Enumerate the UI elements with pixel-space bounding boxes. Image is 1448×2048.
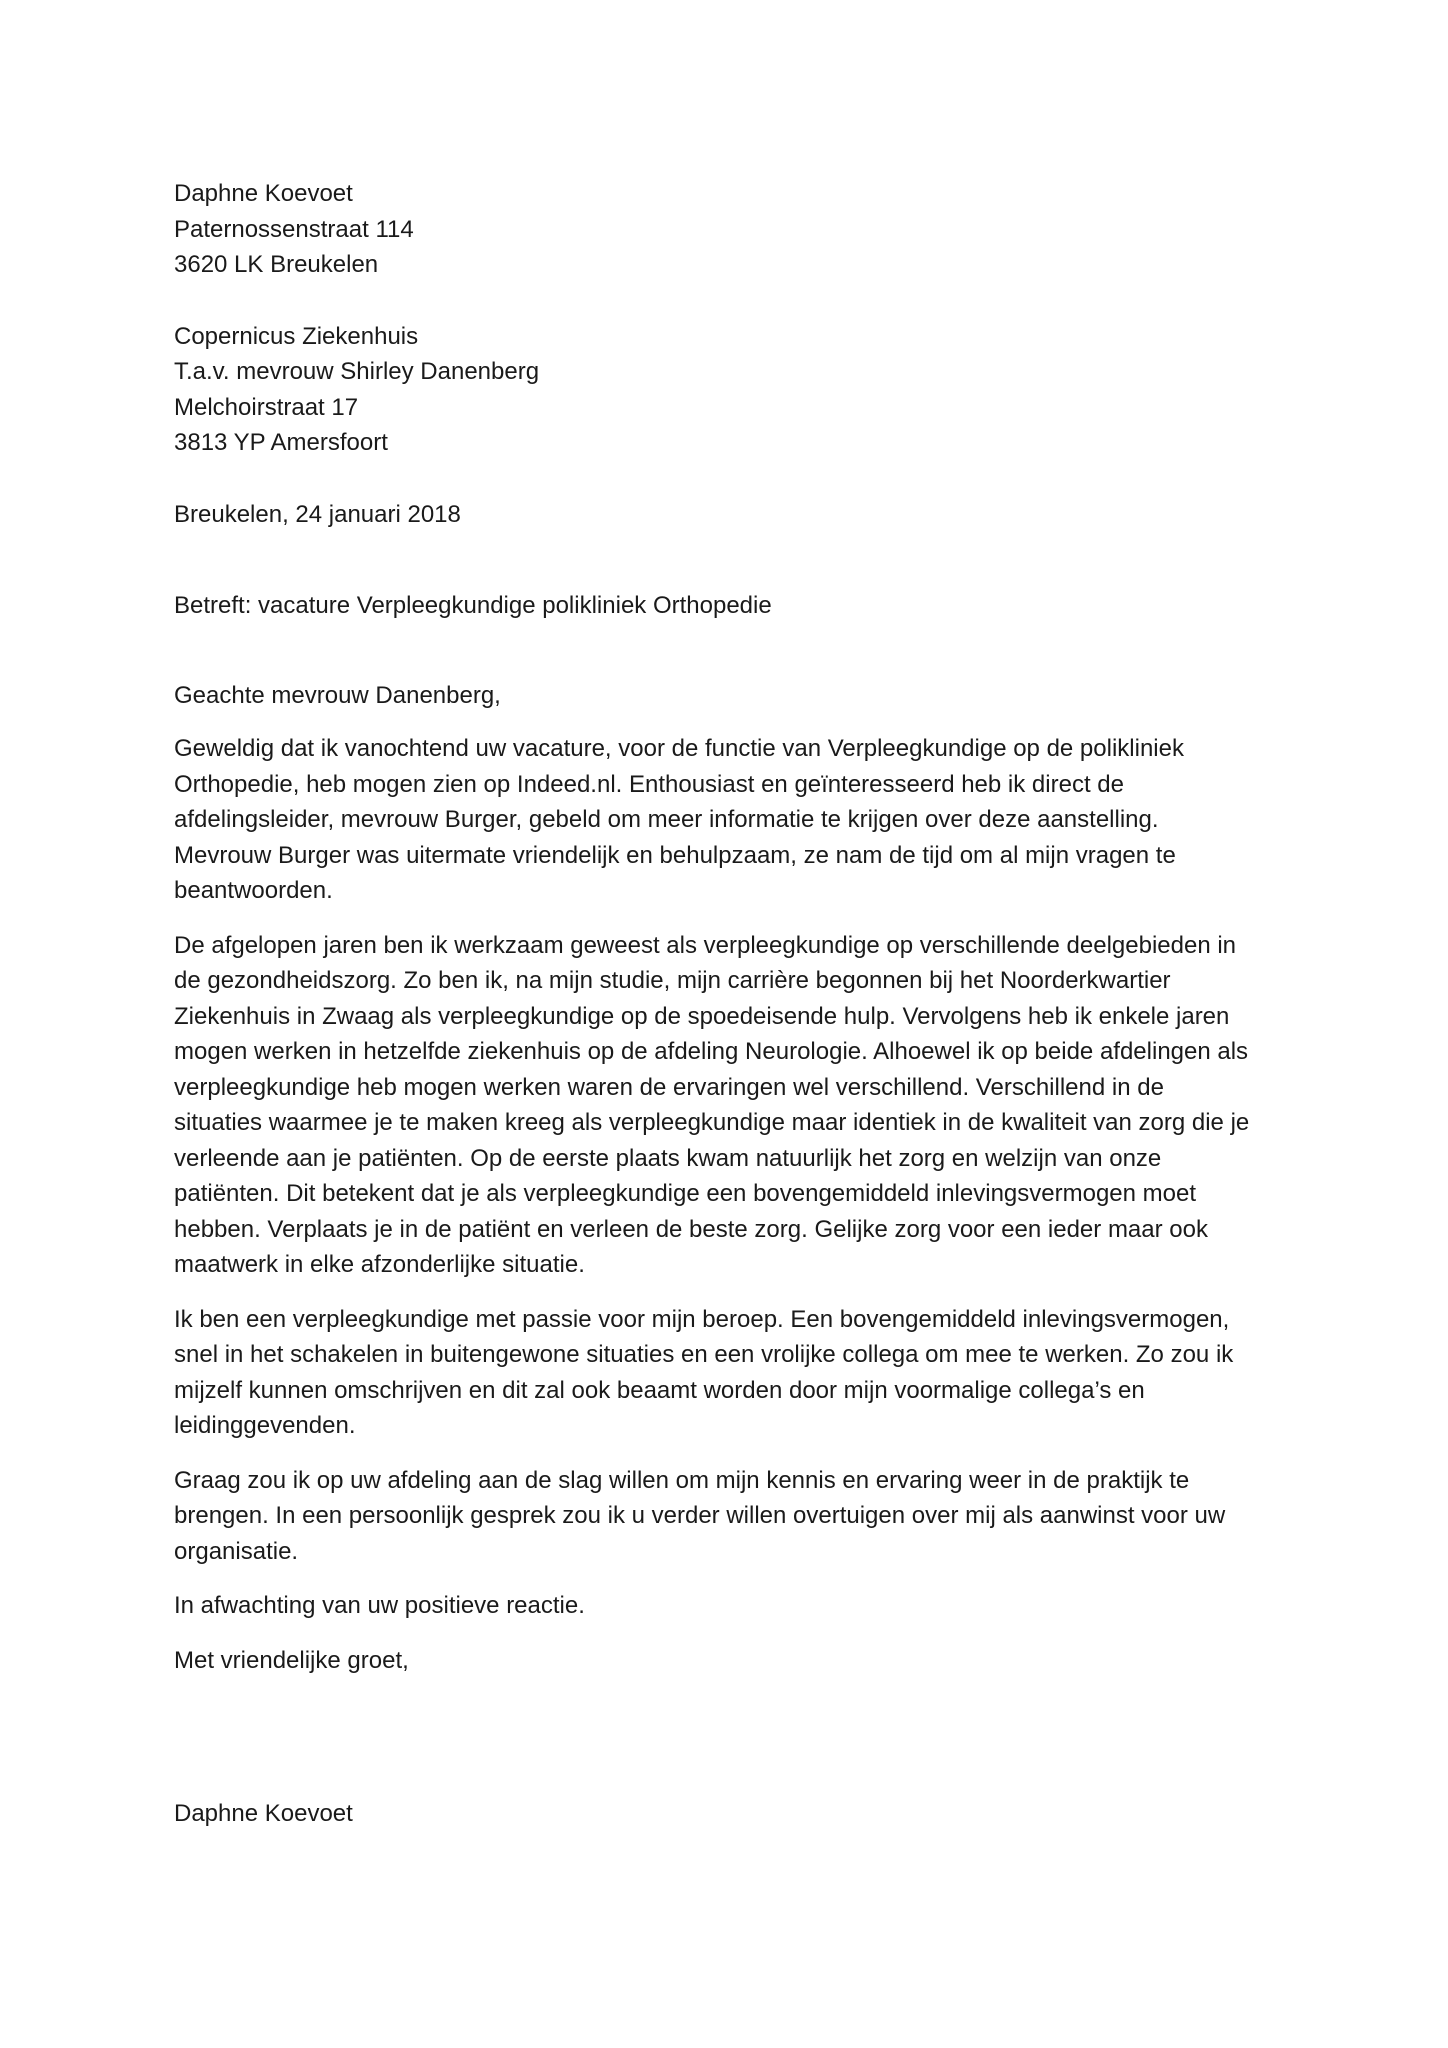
salutation-text: Geachte mevrouw Danenberg, — [174, 681, 501, 709]
signature-name: Daphne Koevoet — [174, 1800, 353, 1827]
date-line — [174, 497, 1294, 533]
paragraph-line: Ziekenhuis in Zwaag als verpleegkundige op de spoedeisende hulp. Vervolgens heb ik enkele jaren — [174, 1002, 1230, 1030]
paragraph-line: leidinggevenden. — [174, 1412, 356, 1439]
sender-street: Paternossenstraat 114 — [174, 215, 414, 243]
paragraph-line: beantwoorden. — [174, 877, 333, 904]
letter-page — [174, 176, 1294, 1832]
closing-text: Met vriendelijke groet, — [174, 1646, 409, 1674]
paragraph-line: maatwerk in elke afzonderlijke situatie. — [174, 1251, 585, 1278]
paragraph-line: patiënten. Dit betekent dat je als verpleegkundige een bovengemiddeld inlevingsvermogen moet — [174, 1180, 1197, 1207]
recipient-city: 3813 YP Amersfoort — [174, 429, 388, 456]
body-paragraph — [174, 1302, 1294, 1444]
body-paragraph — [174, 1588, 1294, 1624]
recipient-attention: T.a.v. mevrouw Shirley Danenberg — [174, 358, 540, 385]
paragraph-line: Mevrouw Burger was uitermate vriendelijk en behulpzaam, ze nam de tijd om al mijn vragen te — [174, 841, 1176, 869]
sender-city: 3620 LK Breukelen — [174, 251, 379, 278]
paragraph-line: organisatie. — [174, 1537, 299, 1565]
subject-line — [174, 588, 1294, 624]
paragraph-line: Orthopedie, heb mogen zien op Indeed.nl. Enthousiast en geïnteresseerd heb ik direct de — [174, 770, 1124, 798]
body-paragraph — [174, 1463, 1294, 1570]
signature — [174, 1796, 1294, 1832]
body-paragraph — [174, 928, 1294, 1283]
paragraph-line: de gezondheidszorg. Zo ben ik, na mijn studie, mijn carrière begonnen bij het Noorderkwartier — [174, 967, 1171, 994]
sender-name: Daphne Koevoet — [174, 180, 353, 207]
recipient-address — [174, 319, 1294, 461]
paragraph-line: situaties waarmee je te maken kreeg als verpleegkundige maar identiek in de kwaliteit van zorg die je — [174, 1109, 1250, 1136]
paragraph-line: mogen werken in hetzelfde ziekenhuis op de afdeling Neurologie. Alhoewel ik op beide afdelingen als — [174, 1038, 1249, 1065]
paragraph-line: brengen. In een persoonlijk gesprek zou ik u verder willen overtuigen over mij als aanwinst voor uw — [174, 1502, 1226, 1529]
paragraph-line: verpleegkundige heb mogen werken waren de ervaringen wel verschillend. Verschillend in de — [174, 1073, 1164, 1101]
paragraph-line: De afgelopen jaren ben ik werkzaam geweest als verpleegkundige op verschillende deelgebieden in — [174, 931, 1237, 959]
paragraph-line: hebben. Verplaats je in de patiënt en verleen de beste zorg. Gelijke zorg voor een ieder maar ook — [174, 1215, 1208, 1243]
paragraph-line: verleende aan je patiënten. Op de eerste plaats kwam natuurlijk het zorg en welzijn van onze — [174, 1144, 1162, 1172]
paragraph-line: Ik ben een verpleegkundige met passie voor mijn beroep. Een bovengemiddeld inlevingsvermogen, — [174, 1305, 1230, 1333]
recipient-organization: Copernicus Ziekenhuis — [174, 322, 419, 350]
closing — [174, 1643, 1294, 1679]
recipient-street: Melchoirstraat 17 — [174, 393, 359, 421]
paragraph-line: afdelingsleider, mevrouw Burger, gebeld om meer informatie te krijgen over deze aanstelling. — [174, 806, 1159, 833]
paragraph-line: mijzelf kunnen omschrijven en dit zal ook beaamt worden door mijn voormalige collega’s en — [174, 1376, 1145, 1404]
paragraph-line: Graag zou ik op uw afdeling aan de slag willen om mijn kennis en ervaring weer in de praktijk te — [174, 1466, 1190, 1494]
sender-address — [174, 176, 1294, 283]
paragraph-line: In afwachting van uw positieve reactie. — [174, 1592, 585, 1619]
paragraph-line: snel in het schakelen in buitengewone situaties en een vrolijke collega om mee te werken. Zo zou ik — [174, 1341, 1234, 1368]
paragraph-line: Geweldig dat ik vanochtend uw vacature, voor de functie van Verpleegkundige op de polikliniek — [174, 735, 1184, 762]
salutation — [174, 678, 1294, 714]
body-paragraph — [174, 731, 1294, 909]
date-text: Breukelen, 24 januari 2018 — [174, 500, 461, 528]
subject-text: Betreft: vacature Verpleegkundige polikliniek Orthopedie — [174, 592, 772, 619]
